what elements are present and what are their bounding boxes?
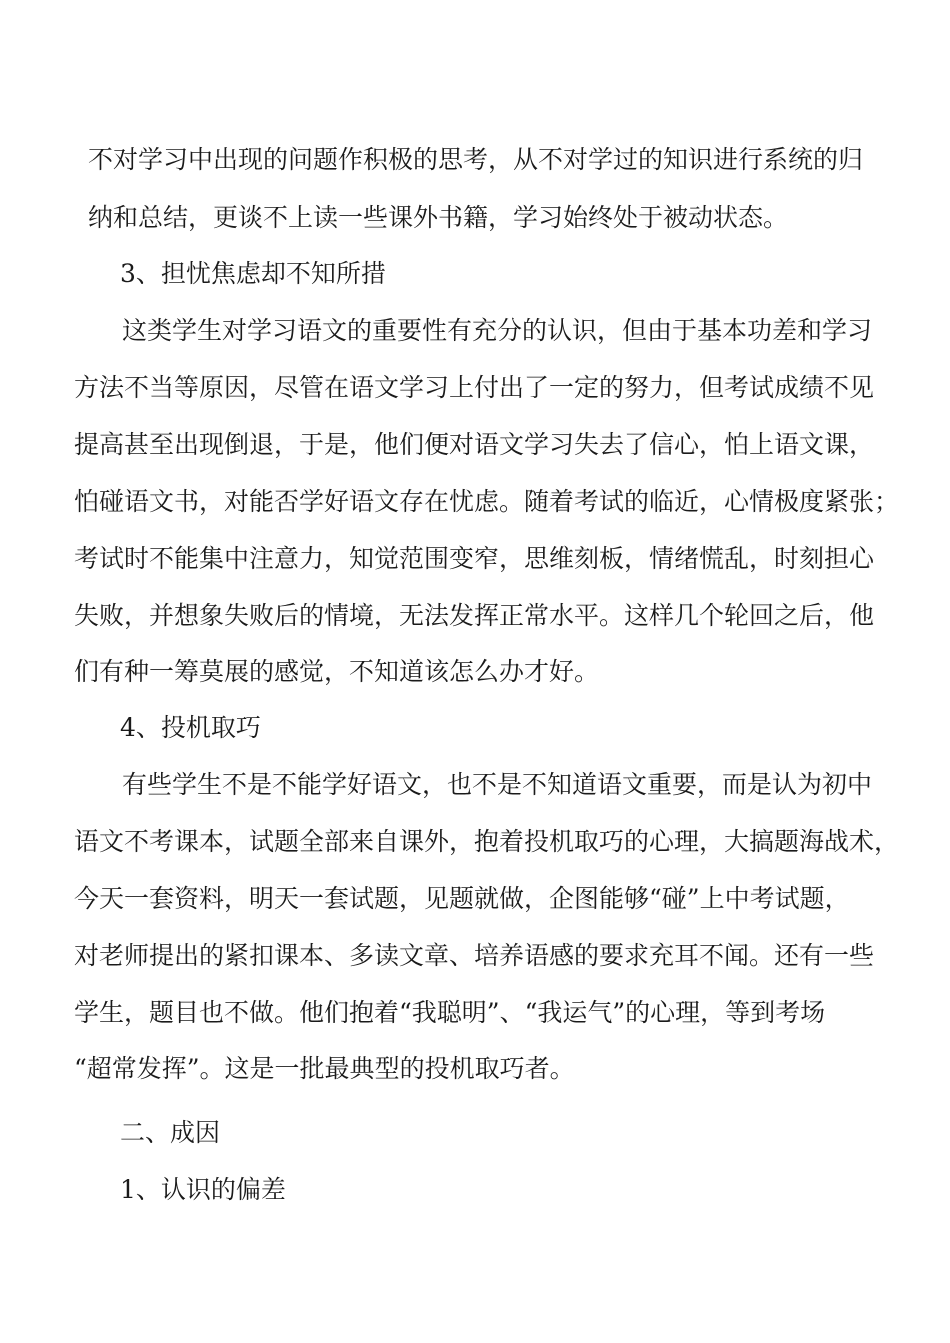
text-line: 对老师提出的紧扣课本、多读文章、培养语感的要求充耳不闻。还有一些 <box>74 941 875 970</box>
text-line: 语文不考课本，试题全部来自课外，抱着投机取巧的心理，大搞题海战术， <box>74 827 900 856</box>
text-line: 失败，并想象失败后的情境，无法发挥正常水平。这样几个轮回之后，他 <box>74 601 875 630</box>
section-heading: 4、投机取巧 <box>120 713 261 742</box>
text-line: 方法不当等原因，尽管在语文学习上付出了一定的努力，但考试成绩不见 <box>74 373 875 402</box>
text-line: “超常发挥”。这是一批最典型的投机取巧者。 <box>74 1054 575 1083</box>
text-line: 不对学习中出现的问题作积极的思考，从不对学过的知识进行系统的归 <box>88 145 864 174</box>
section-heading: 二、成因 <box>120 1118 221 1147</box>
text-line: 考试时不能集中注意力，知觉范围变窄，思维刻板，情绪慌乱，时刻担心 <box>74 544 875 573</box>
section-heading: 3、担忧焦虑却不知所措 <box>120 259 386 288</box>
section-heading: 1、认识的偏差 <box>120 1175 286 1204</box>
text-line: 今天一套资料，明天一套试题，见题就做，企图能够“碰”上中考试题， <box>74 884 850 913</box>
text-line: 提高甚至出现倒退，于是，他们便对语文学习失去了信心，怕上语文课， <box>74 430 875 459</box>
text-line: 们有种一筹莫展的感觉，不知道该怎么办才好。 <box>74 657 600 686</box>
text-line: 纳和总结，更谈不上读一些课外书籍，学习始终处于被动状态。 <box>88 203 789 232</box>
text-line: 这类学生对学习语文的重要性有充分的认识，但由于基本功差和学习 <box>122 316 873 345</box>
text-line: 怕碰语文书，对能否学好语文存在忧虑。随着考试的临近，心情极度紧张； <box>74 487 900 516</box>
text-line: 学生，题目也不做。他们抱着“我聪明”、“我运气”的心理，等到考场 <box>74 998 826 1027</box>
text-line: 有些学生不是不能学好语文，也不是不知道语文重要，而是认为初中 <box>122 770 873 799</box>
